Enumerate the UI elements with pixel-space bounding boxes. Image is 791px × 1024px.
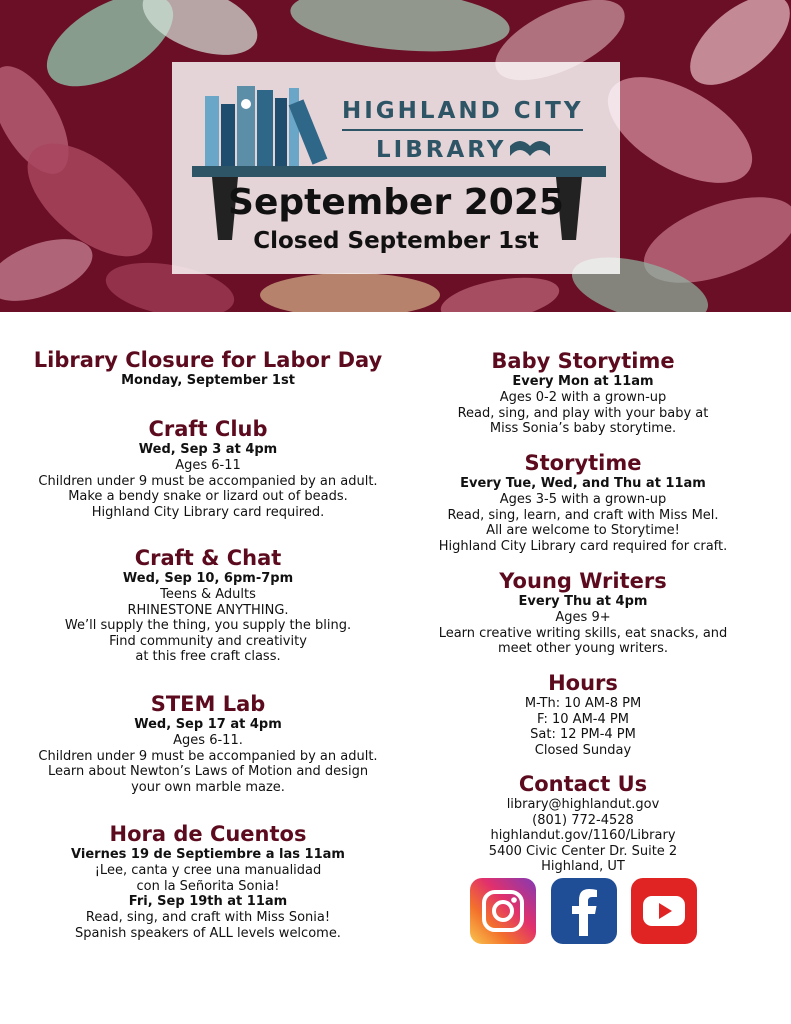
hours-line: Sat: 12 PM-4 PM xyxy=(530,727,636,742)
event-line: Teens & Adults xyxy=(160,587,256,602)
event-young-writers xyxy=(418,568,748,657)
event-schedule: Viernes 19 de Septiembre a las 11am xyxy=(71,847,345,862)
event-line: Learn creative writing skills, eat snacks, and xyxy=(438,625,728,641)
event-stem-lab xyxy=(22,691,394,795)
facebook-icon[interactable] xyxy=(551,878,617,944)
event-line: meet other young writers. xyxy=(497,641,669,656)
event-title: Baby Storytime xyxy=(491,349,675,373)
event-title: Young Writers xyxy=(499,569,667,593)
event-schedule: Wed, Sep 3 at 4pm xyxy=(138,442,278,457)
event-schedule: Every Thu at 4pm xyxy=(518,594,648,609)
youtube-icon[interactable] xyxy=(631,878,697,944)
event-line: All are welcome to Storytime! xyxy=(486,523,680,538)
event-line: Ages 6-11 xyxy=(175,458,241,473)
event-title: Craft Club xyxy=(148,417,268,441)
event-storytime xyxy=(418,450,748,554)
event-line: Read, sing, and play with your baby at xyxy=(457,405,709,421)
event-title: Hora de Cuentos xyxy=(109,822,307,846)
contact-email-link[interactable]: library@highlandut.gov xyxy=(506,797,660,812)
event-schedule: Every Tue, Wed, and Thu at 11am xyxy=(460,476,706,491)
event-schedule-english: Fri, Sep 19th at 11am xyxy=(128,894,288,909)
event-title: STEM Lab xyxy=(150,692,266,716)
hours-line: Closed Sunday xyxy=(534,742,632,758)
event-line: Find community and creativity xyxy=(109,633,307,649)
contact-address: 5400 Civic Center Dr. Suite 2 xyxy=(488,843,678,859)
event-schedule: Monday, September 1st xyxy=(121,373,295,388)
event-line: RHINESTONE ANYTHING. xyxy=(127,602,289,618)
event-line: Miss Sonia’s baby storytime. xyxy=(489,421,677,436)
contact-phone[interactable]: (801) 772-4528 xyxy=(532,812,634,828)
event-title: Craft & Chat xyxy=(134,546,282,570)
month-title: September 2025 xyxy=(228,182,564,223)
contact-city: Highland, UT xyxy=(541,859,625,874)
instagram-icon[interactable] xyxy=(470,878,536,944)
event-line: Children under 9 must be accompanied by an adult. xyxy=(38,473,378,489)
event-line: Children under 9 must be accompanied by an adult. xyxy=(38,748,378,764)
event-title: Library Closure for Labor Day xyxy=(33,348,383,372)
library-name-line2: LIBRARY xyxy=(376,137,507,163)
event-craft-and-chat xyxy=(22,545,394,665)
contact-website-link[interactable]: highlandut.gov/1160/Library xyxy=(490,828,676,843)
hours-title: Hours xyxy=(548,671,618,695)
event-line: Read, sing, and craft with Miss Sonia! xyxy=(85,910,331,925)
event-schedule: Wed, Sep 17 at 4pm xyxy=(134,717,282,732)
event-line: Ages 3-5 with a grown-up xyxy=(499,492,667,507)
event-line: at this free craft class. xyxy=(135,649,281,664)
open-book-icon xyxy=(510,141,550,156)
event-title: Storytime xyxy=(524,451,642,475)
event-line: ¡Lee, canta y cree una manualidad xyxy=(94,863,322,878)
event-baby-storytime xyxy=(418,348,748,437)
header-banner xyxy=(0,0,791,312)
event-line: Spanish speakers of ALL levels welcome. xyxy=(75,925,341,941)
event-schedule: Every Mon at 11am xyxy=(512,374,654,389)
event-line: Ages 9+ xyxy=(555,610,611,625)
hours-line: M-Th: 10 AM-8 PM xyxy=(524,696,642,711)
event-line: Learn about Newton’s Laws of Motion and design xyxy=(47,764,369,779)
event-craft-club xyxy=(22,416,394,520)
event-line: We’ll supply the thing, you supply the bling. xyxy=(64,618,352,633)
event-line: your own marble maze. xyxy=(131,779,285,795)
contact-section xyxy=(418,771,748,875)
library-name-line1: HIGHLAND CITY xyxy=(342,98,584,124)
event-schedule: Wed, Sep 10, 6pm-7pm xyxy=(122,571,294,586)
event-labor-day-closure xyxy=(22,347,394,389)
event-hora-de-cuentos xyxy=(22,821,394,941)
event-line: Highland City Library card required. xyxy=(91,504,325,520)
event-line: Make a bendy snake or lizard out of beads. xyxy=(68,489,348,504)
hours-section xyxy=(418,670,748,758)
closure-note: Closed September 1st xyxy=(253,228,539,254)
event-line: Highland City Library card required for craft. xyxy=(438,538,728,554)
event-line: Read, sing, learn, and craft with Miss Mel. xyxy=(447,507,719,523)
contact-title: Contact Us xyxy=(518,772,648,796)
hours-line: F: 10 AM-4 PM xyxy=(537,711,629,727)
event-line: con la Señorita Sonia! xyxy=(136,878,280,894)
event-line: Ages 0-2 with a grown-up xyxy=(499,390,667,405)
event-line: Ages 6-11. xyxy=(173,733,243,748)
